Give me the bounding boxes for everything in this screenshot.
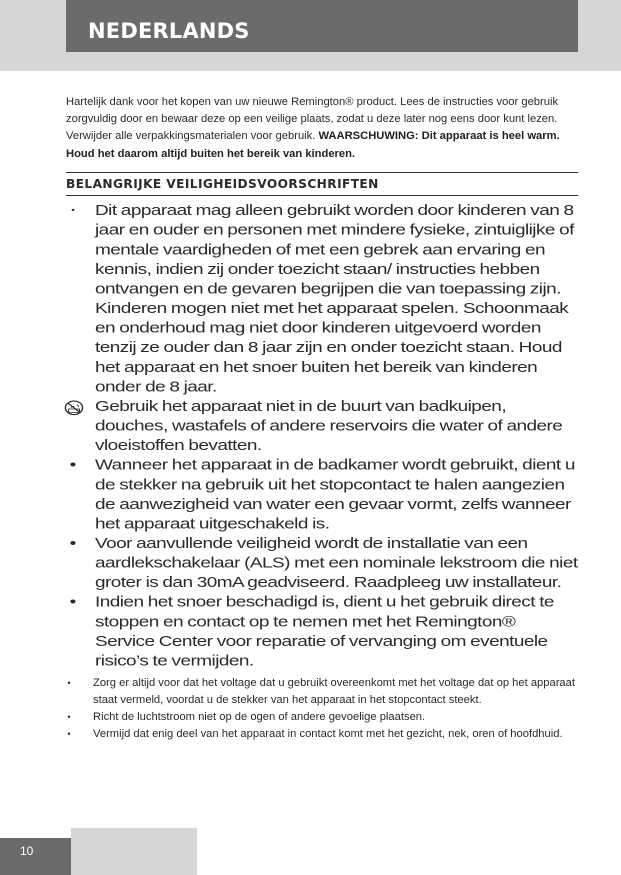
intro-paragraph (66, 94, 578, 163)
bullet: • (67, 678, 71, 688)
list-item (66, 456, 578, 534)
list-item-text: Voor aanvullende veiligheid wordt de installatie van een aardlekschakelaar (ALS) met een nominale lekstroom die niet groter is dan 30mA geadviseerd. Raadpleeg uw installateur. (95, 535, 578, 592)
footer-light-band (71, 828, 197, 875)
list-item (66, 593, 578, 671)
list-item (66, 675, 578, 709)
safety-list (66, 201, 578, 671)
section-title: BELANGRIJKE VEILIGHEIDSVOORSCHRIFTEN (66, 177, 379, 191)
list-item-text: Dit apparaat mag alleen gebruikt worden door kinderen van 8 jaar en ouder en personen met mindere fysieke, zintuiglijke of mentale vaardigheden of met een gebrek aan ervaring en kennis, indien zij onder toezicht staan/ instructies hebben ontvangen en de gevaren begrijpen die van toepassing zijn. Kinderen mogen niet met het apparaat spelen. Schoonmaak en onderhoud mag niet door kinderen uitgevoerd worden tenzij ze ouder dan 8 jaar zijn en onder toezicht staan. Houd het apparaat en het snoer buiten het bereik van kinderen onder de 8 jaar. (95, 202, 574, 396)
footer-page-tab (0, 838, 71, 875)
bullet: • (69, 594, 77, 611)
bullet: • (67, 712, 71, 722)
list-item-text: Zorg er altijd voor dat het voltage dat u gebruikt overeenkomt met het voltage dat op het apparaat staat vermeld, voordat u de stekker van het apparaat in het stopcontact steekt. (93, 677, 575, 706)
intro-text: Hartelijk dank voor het kopen van uw nieuwe Remington® product. Lees de instructies voor gebruik zorgvuldig door en bewaar deze op een veilige plaats, zodat u deze later nog eens door kunt lezen. Verwijder alle verpakkingsmaterialen voor gebruik. (66, 96, 559, 143)
list-item (66, 534, 578, 593)
section-header (66, 172, 578, 196)
no-water-icon (64, 400, 84, 416)
list-item-text: Richt de luchtstroom niet op de ogen of andere gevoelige plaatsen. (93, 711, 426, 723)
bullet: • (71, 205, 75, 216)
bullet: • (69, 535, 77, 552)
bullet: • (67, 729, 71, 739)
small-safety-list (66, 675, 578, 743)
page-number: 10 (20, 844, 34, 858)
list-item-text: Gebruik het apparaat niet in de buurt van badkuipen, douches, wastafels of andere reservoirs die water of andere vloeistoffen bevatten. (95, 398, 563, 455)
list-item (66, 201, 578, 397)
bullet: • (69, 457, 77, 474)
warning-text: WAARSCHUWING: Dit apparaat is heel warm. Houd het daarom altijd buiten het bereik van kinderen. (66, 130, 560, 160)
list-item (66, 726, 578, 743)
list-item-text: Wanneer het apparaat in de badkamer wordt gebruikt, dient u de stekker na gebruik uit het stopcontact te halen aangezien de aanwezigheid van water een gevaar vormt, zelfs wanneer het apparaat uitgeschakeld is. (95, 457, 575, 533)
list-item-text: Indien het snoer beschadigd is, dient u het gebruik direct te stoppen en contact op te nemen met het Remington® Service Center voor reparatie of vervanging om eventuele risico’s te vermijden. (95, 594, 554, 670)
list-item (66, 709, 578, 726)
language-title: NEDERLANDS (88, 19, 250, 43)
list-item (66, 397, 578, 456)
list-item-text: Vermijd dat enig deel van het apparaat in contact komt met het gezicht, nek, oren of hoofdhuid. (93, 728, 563, 740)
